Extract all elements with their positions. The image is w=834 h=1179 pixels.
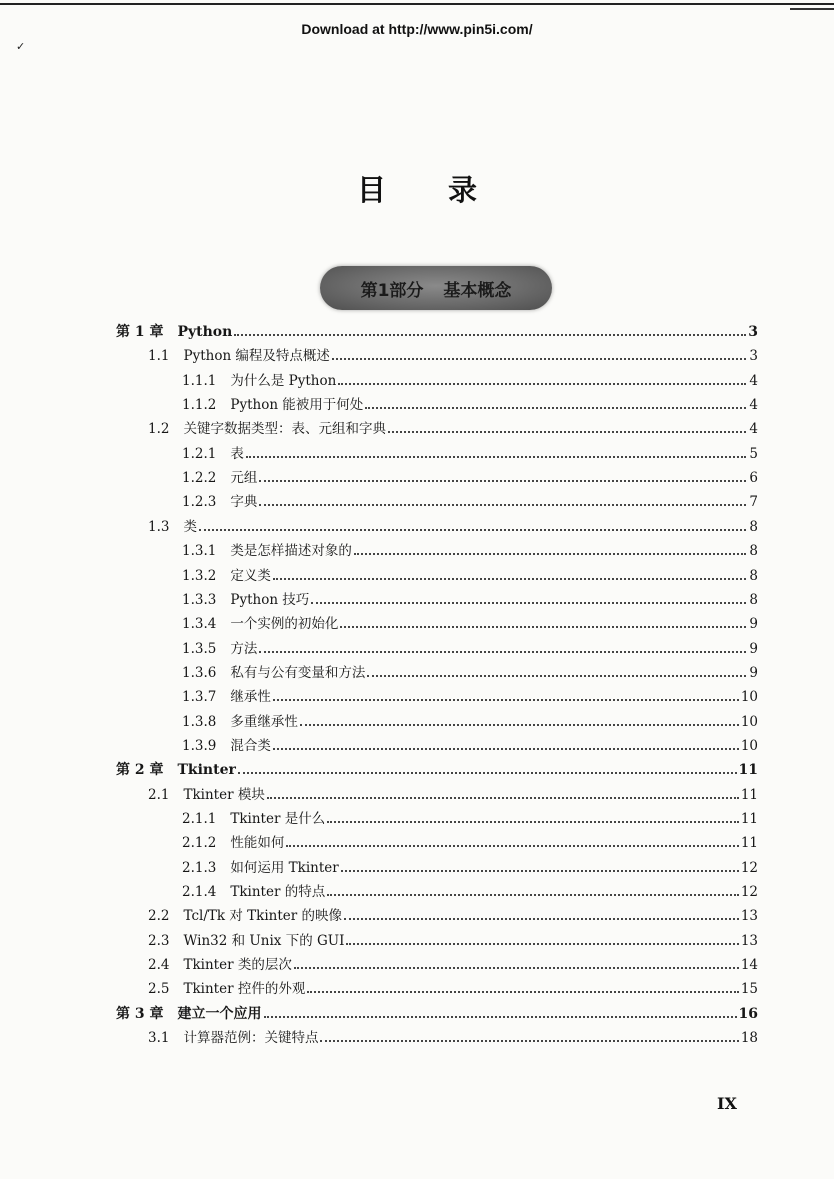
toc-leader-dots bbox=[264, 1006, 737, 1018]
toc-leader-dots bbox=[346, 933, 738, 945]
toc-entry-page: 10 bbox=[740, 713, 758, 730]
toc-entry-number: 1.3.9 bbox=[182, 737, 217, 754]
toc-entry-page: 4 bbox=[749, 372, 758, 389]
toc-entry-number: 1.3.6 bbox=[182, 664, 217, 681]
toc-entry-page: 9 bbox=[749, 640, 758, 657]
toc-entry-number: 第 3 章 bbox=[116, 1005, 164, 1022]
toc-entry-number: 第 2 章 bbox=[116, 762, 164, 779]
toc-leader-dots bbox=[307, 981, 738, 993]
toc-leader-dots bbox=[273, 568, 746, 580]
toc-entry-page: 12 bbox=[740, 884, 758, 901]
toc-leader-dots bbox=[238, 762, 737, 774]
toc-leader-dots bbox=[332, 348, 746, 360]
toc-entry-section[interactable] bbox=[148, 955, 758, 975]
toc-entry-page: 8 bbox=[749, 567, 758, 584]
toc-leader-dots bbox=[294, 957, 739, 969]
toc-entry-page: 4 bbox=[749, 421, 758, 438]
toc-entry-title: Python 能被用于何处 bbox=[230, 397, 364, 414]
toc-entry-title: Tkinter 是什么 bbox=[230, 811, 326, 827]
toc-entry-number: 3.1 bbox=[148, 1030, 170, 1047]
toc-entry-section[interactable] bbox=[148, 979, 758, 999]
toc-entry-page: 16 bbox=[738, 1005, 758, 1022]
toc-entry-number: 1.2.2 bbox=[182, 470, 217, 487]
toc-leader-dots bbox=[259, 470, 746, 482]
toc-entry-page: 11 bbox=[740, 811, 758, 827]
toc-entry-number: 1.2 bbox=[148, 421, 170, 438]
toc-entry-number: 1.3.2 bbox=[182, 567, 217, 584]
part-number: 第1部分 bbox=[360, 280, 424, 301]
toc-entry-number: 2.3 bbox=[148, 932, 170, 949]
toc-entry-subsection[interactable] bbox=[182, 687, 758, 707]
toc-leader-dots bbox=[365, 397, 746, 409]
toc-entry-page: 3 bbox=[749, 348, 758, 365]
toc-entry-number: 2.1.1 bbox=[182, 811, 217, 827]
toc-entry-number: 1.3.8 bbox=[182, 713, 217, 730]
toc-entry-subsection[interactable] bbox=[182, 663, 758, 683]
toc-entry-subsection[interactable] bbox=[182, 882, 758, 902]
toc-entry-title: 定义类 bbox=[230, 567, 271, 584]
toc-entry-page: 12 bbox=[740, 859, 758, 876]
toc-entry-page: 9 bbox=[749, 664, 758, 681]
toc-entry-title: Tcl/Tk 对 Tkinter 的映像 bbox=[183, 908, 342, 925]
toc-entry-subsection[interactable] bbox=[182, 492, 758, 512]
toc-entry-number: 1.1.1 bbox=[182, 372, 217, 389]
toc-entry-title: Python 编程及特点概述 bbox=[183, 348, 330, 365]
toc-leader-dots bbox=[267, 787, 739, 799]
part-name: 基本概念 bbox=[443, 280, 512, 301]
toc-entry-title: 方法 bbox=[230, 640, 258, 657]
toc-entry-page: 8 bbox=[749, 591, 758, 608]
toc-entry-number: 2.1.3 bbox=[182, 859, 217, 876]
toc-entry-number: 1.3.1 bbox=[182, 543, 217, 560]
toc-entry-subsection[interactable] bbox=[182, 858, 758, 878]
toc-entry-number: 1.2.3 bbox=[182, 494, 217, 511]
toc-entry-section[interactable] bbox=[148, 785, 758, 805]
toc-entry-title: 多重继承性 bbox=[230, 713, 298, 730]
toc-leader-dots bbox=[246, 446, 746, 458]
toc-entry-number: 1.3 bbox=[148, 518, 170, 535]
toc-entry-section[interactable] bbox=[148, 517, 758, 537]
toc-entry-page: 13 bbox=[740, 932, 758, 949]
toc-entry-page: 3 bbox=[748, 324, 758, 340]
toc-entry-chapter[interactable] bbox=[116, 760, 758, 780]
toc-entry-number: 1.3.4 bbox=[182, 616, 217, 633]
toc-entry-title: 建立一个应用 bbox=[177, 1005, 262, 1022]
toc-leader-dots bbox=[354, 543, 746, 555]
toc-entry-number: 1.1 bbox=[148, 348, 170, 365]
toc-leader-dots bbox=[340, 616, 746, 628]
toc-entry-page: 8 bbox=[749, 518, 758, 535]
toc-entry-chapter[interactable] bbox=[116, 322, 758, 342]
toc-entry-title: 字典 bbox=[230, 494, 258, 511]
toc-entry-page: 11 bbox=[740, 786, 758, 803]
toc-entry-number: 2.4 bbox=[148, 957, 170, 974]
toc-entry-title: Win32 和 Unix 下的 GUI bbox=[183, 932, 345, 949]
toc-entry-subsection[interactable] bbox=[182, 712, 758, 732]
toc-entry-number: 1.3.3 bbox=[182, 591, 217, 608]
toc-entry-subsection[interactable] bbox=[182, 590, 758, 610]
toc-entry-section[interactable] bbox=[148, 346, 758, 366]
part-banner bbox=[320, 266, 552, 310]
toc-entry-title: 继承性 bbox=[230, 689, 271, 706]
toc-entry-number: 2.1 bbox=[148, 786, 170, 803]
toc-entry-title: 元组 bbox=[230, 470, 258, 487]
toc-entry-page: 14 bbox=[740, 957, 758, 974]
toc-leader-dots bbox=[300, 714, 739, 726]
toc-entry-title: 为什么是 Python bbox=[230, 372, 337, 389]
toc-entry-title: Python 技巧 bbox=[230, 591, 310, 608]
toc-entry-page: 11 bbox=[740, 835, 758, 852]
toc-entry-title: 关键字数据类型：表、元组和字典 bbox=[183, 421, 386, 438]
toc-entry-section[interactable] bbox=[148, 1028, 758, 1048]
toc-entry-title: 类是怎样描述对象的 bbox=[230, 543, 352, 560]
toc-entry-page: 6 bbox=[749, 470, 758, 487]
toc-leader-dots bbox=[234, 324, 746, 336]
toc-entry-chapter[interactable] bbox=[116, 1004, 758, 1024]
toc-entry-subsection[interactable] bbox=[182, 639, 758, 659]
toc-entry-number: 第 1 章 bbox=[116, 324, 164, 340]
scan-edge-lines bbox=[0, 0, 834, 5]
toc-entry-title: 如何运用 Tkinter bbox=[230, 859, 339, 876]
toc-entry-title: 表 bbox=[230, 445, 244, 462]
toc-entry-title: 性能如何 bbox=[230, 835, 285, 852]
toc-entry-title: Tkinter 类的层次 bbox=[183, 957, 292, 974]
toc-entry-subsection[interactable] bbox=[182, 444, 758, 464]
toc-leader-dots bbox=[311, 592, 746, 604]
toc-leader-dots bbox=[338, 373, 746, 385]
toc-entry-title: Tkinter bbox=[177, 762, 236, 779]
toc-entry-title: Tkinter 模块 bbox=[183, 786, 265, 803]
toc-entry-page: 8 bbox=[749, 543, 758, 560]
toc-entry-number: 1.2.1 bbox=[182, 445, 217, 462]
toc-entry-subsection[interactable] bbox=[182, 833, 758, 853]
toc-leader-dots bbox=[259, 494, 746, 506]
toc-entry-title: 类 bbox=[183, 518, 197, 535]
toc-entry-subsection[interactable] bbox=[182, 468, 758, 488]
download-header: Download at http://www.pin5i.com/ bbox=[301, 21, 533, 37]
toc-leader-dots bbox=[199, 519, 746, 531]
toc-entry-subsection[interactable] bbox=[182, 566, 758, 586]
toc-entry-subsection[interactable] bbox=[182, 614, 758, 634]
toc-entry-title: 计算器范例：关键特点 bbox=[183, 1030, 319, 1047]
toc-leader-dots bbox=[388, 421, 746, 433]
toc-entry-subsection[interactable] bbox=[182, 541, 758, 561]
page-title: 目录 bbox=[356, 173, 539, 207]
toc-entry-title: Python bbox=[177, 324, 233, 340]
toc-entry-section[interactable] bbox=[148, 419, 758, 439]
toc-entry-section[interactable] bbox=[148, 906, 758, 926]
toc-entry-number: 1.1.2 bbox=[182, 397, 217, 414]
toc-entry-page: 5 bbox=[749, 445, 758, 462]
page-number: IX bbox=[717, 1094, 737, 1113]
toc-leader-dots bbox=[286, 835, 738, 847]
toc-entry-number: 2.1.4 bbox=[182, 884, 217, 901]
toc-entry-page: 10 bbox=[740, 689, 758, 706]
toc-leader-dots bbox=[320, 1030, 738, 1042]
toc-entry-number: 1.3.7 bbox=[182, 689, 217, 706]
toc-entry-subsection[interactable] bbox=[182, 395, 758, 415]
toc-leader-dots bbox=[273, 738, 739, 750]
toc-leader-dots bbox=[273, 689, 739, 701]
toc-entry-title: 私有与公有变量和方法 bbox=[230, 664, 366, 681]
toc-leader-dots bbox=[327, 884, 739, 896]
toc-entry-title: Tkinter 的特点 bbox=[230, 884, 326, 901]
toc-entry-title: 混合类 bbox=[230, 737, 271, 754]
toc-entry-number: 2.5 bbox=[148, 981, 170, 998]
toc-entry-section[interactable] bbox=[148, 931, 758, 951]
toc-entry-number: 2.1.2 bbox=[182, 835, 217, 852]
toc-leader-dots bbox=[344, 908, 739, 920]
toc-leader-dots bbox=[341, 860, 739, 872]
toc-entry-number: 1.3.5 bbox=[182, 640, 217, 657]
toc-entry-title: Tkinter 控件的外观 bbox=[183, 981, 306, 998]
scan-line-right bbox=[790, 8, 834, 10]
toc-leader-dots bbox=[327, 811, 739, 823]
toc-entry-page: 15 bbox=[740, 981, 758, 998]
toc-entry-page: 9 bbox=[749, 616, 758, 633]
toc-entry-subsection[interactable] bbox=[182, 371, 758, 391]
toc-entry-subsection[interactable] bbox=[182, 736, 758, 756]
toc-entry-page: 4 bbox=[749, 397, 758, 414]
scan-mark-icon: ✓ bbox=[16, 40, 26, 53]
toc-entry-page: 7 bbox=[749, 494, 758, 511]
toc-leader-dots bbox=[367, 665, 746, 677]
toc-entry-page: 13 bbox=[740, 908, 758, 925]
toc-entry-title: 一个实例的初始化 bbox=[230, 616, 339, 633]
toc-entry-page: 18 bbox=[740, 1030, 758, 1047]
toc-entry-subsection[interactable] bbox=[182, 809, 758, 829]
toc-entry-page: 11 bbox=[738, 762, 758, 779]
toc-entry-number: 2.2 bbox=[148, 908, 170, 925]
toc-leader-dots bbox=[259, 641, 746, 653]
toc-entry-page: 10 bbox=[740, 737, 758, 754]
scan-line-top bbox=[0, 3, 834, 5]
